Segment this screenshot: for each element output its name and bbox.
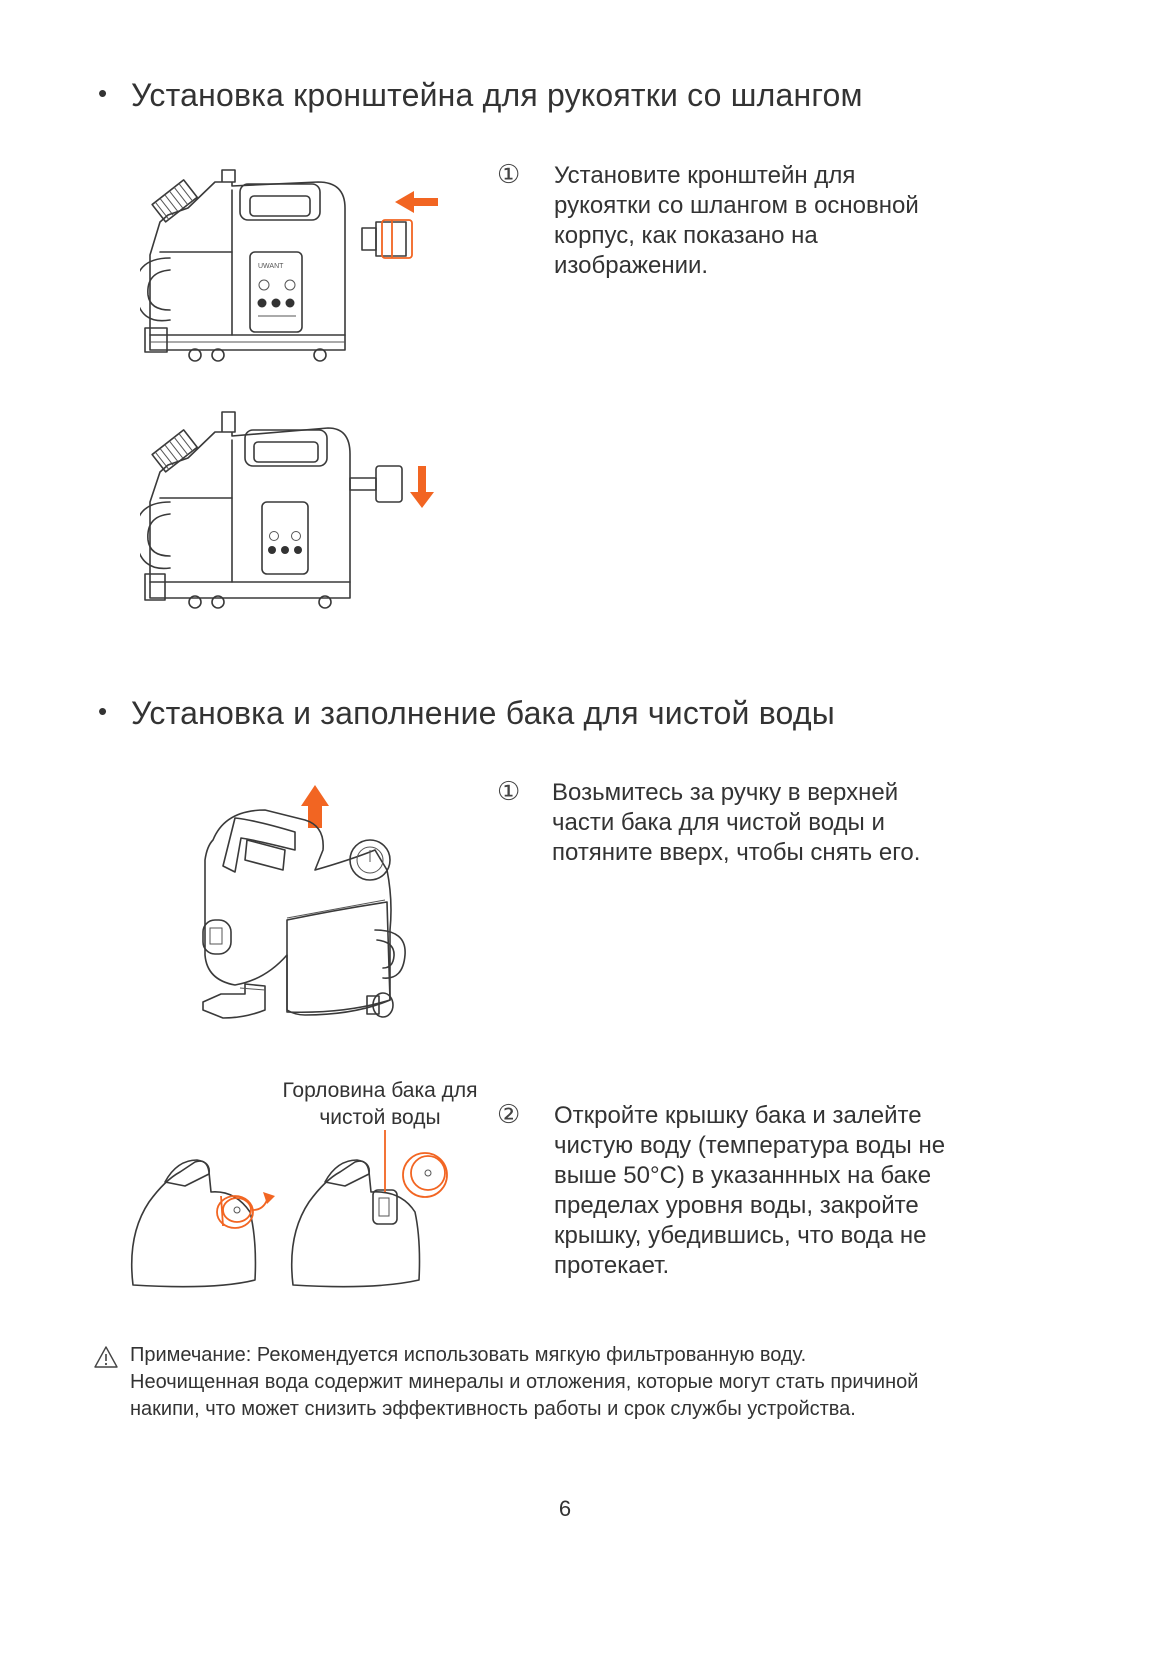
page-number: 6 (558, 1496, 572, 1521)
section1-bullet: • (98, 78, 108, 108)
section2-step2-line: протекает. (554, 1252, 670, 1279)
section2-step2-line: пределах уровня воды, закройте (554, 1192, 919, 1219)
tank-neck-caption (268, 1077, 492, 1131)
section1-step1-marker: ① (497, 160, 521, 190)
section2-step2-marker: ② (497, 1100, 521, 1130)
section2-step1-text (552, 778, 972, 868)
note-text (130, 1342, 1130, 1423)
section1-step1-line: корпус, как показано на (554, 222, 818, 249)
section2-step1-line: Возьмитесь за ручку в верхней (552, 779, 899, 806)
section2-bullet: • (98, 696, 108, 726)
clean-water-tank-removal-illustration (195, 780, 425, 1030)
section2-step1-marker: ① (497, 777, 521, 807)
note-line: Неочищенная вода содержит минералы и отложения, которые могут стать причиной (130, 1371, 919, 1393)
section2-step2-line: крышку, убедившись, что вода не (554, 1222, 927, 1249)
section2-step2-line: чистую воду (температура воды не (554, 1132, 946, 1159)
section1-step1-line: рукоятки со шлангом в основной (554, 192, 919, 219)
note-line: накипи, что может снизить эффективность работы и срок службы устройства. (130, 1398, 856, 1420)
section2-step2-line: выше 50°C) в указаннных на баке (554, 1162, 932, 1189)
section2-title: Установка и заполнение бака для чистой воды (131, 695, 835, 731)
section2-step1-line: потяните вверх, чтобы снять его. (552, 839, 921, 866)
device-logo: UWANT (258, 263, 284, 270)
hose-bracket-install-illustration-2 (140, 410, 450, 620)
section2-step2-text (554, 1101, 974, 1281)
section1-step1-line: изображении. (554, 252, 709, 279)
hose-bracket-install-illustration-1 (140, 160, 450, 370)
warning-icon (93, 1345, 119, 1369)
section1-step1-line: Установите кронштейн для (554, 162, 856, 189)
note-line: Примечание: Рекомендуется использовать мягкую фильтрованную воду. (130, 1344, 807, 1366)
tank-neck-caption-line: чистой воды (319, 1106, 441, 1129)
tank-neck-caption-line: Горловина бака для (282, 1079, 478, 1102)
section1-title: Установка кронштейна для рукоятки со шлангом (131, 77, 863, 113)
section2-step2-line: Откройте крышку бака и залейте (554, 1102, 922, 1129)
section2-step1-line: части бака для чистой воды и (552, 809, 885, 836)
section1-step1-text (554, 161, 974, 281)
tank-cap-open-illustration (125, 1130, 465, 1295)
